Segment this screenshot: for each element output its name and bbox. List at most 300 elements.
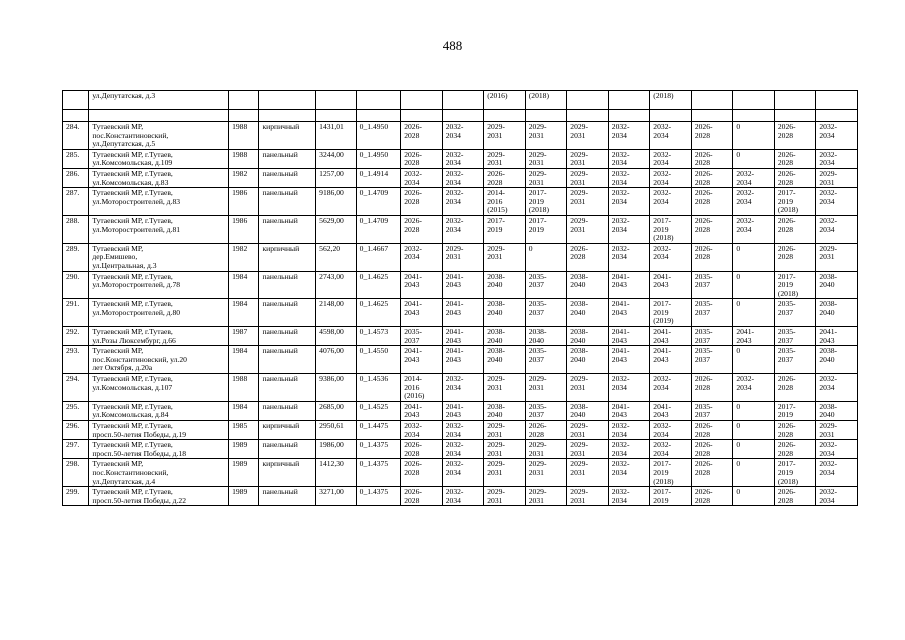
index-cell: 0_1.4625 — [356, 271, 401, 299]
work-period-cell: 2038- 2040 — [567, 327, 609, 346]
material-cell: панельный — [259, 149, 316, 168]
table-row — [63, 168, 858, 187]
address-cell: Тутаевский МР, г.Тутаев, ул.Комсомольская, д.83 — [89, 168, 229, 187]
work-period-cell: 2035- 2037 — [525, 271, 567, 299]
work-period-cell: 2017- 2019 (2018) — [774, 188, 816, 216]
work-period-cell: 2038- 2040 — [567, 271, 609, 299]
work-period-cell: 2029- 2031 — [567, 487, 609, 506]
table-row — [63, 421, 858, 440]
work-period-cell: 2017- 2019 (2019) — [650, 299, 692, 327]
work-period-cell: 2032- 2034 — [816, 487, 858, 506]
work-period-cell: 2029- 2031 — [567, 459, 609, 487]
year-cell — [229, 91, 259, 110]
work-period-cell: 2029- 2031 — [567, 215, 609, 243]
work-period-cell: 2029- 2031 — [525, 374, 567, 402]
work-period-cell: 0 — [733, 122, 775, 150]
work-period-cell: 2035- 2037 — [525, 299, 567, 327]
work-period-cell: 2026- 2028 — [691, 459, 733, 487]
table-row-spacer — [63, 110, 858, 122]
work-period-cell: 2029- 2031 — [442, 243, 484, 271]
work-period-cell: 2032- 2034 — [442, 149, 484, 168]
address-cell: Тутаевский МР, г.Тутаев, ул.Моторостроителей, д.78 — [89, 271, 229, 299]
work-period-cell: 2026- 2028 — [401, 188, 443, 216]
work-period-cell: 2026- 2028 — [401, 215, 443, 243]
work-period-cell: 2041- 2043 — [401, 401, 443, 420]
work-period-cell — [733, 91, 775, 110]
work-period-cell: 2017- 2019 (2018) — [650, 459, 692, 487]
work-period-cell: 2032- 2034 — [442, 215, 484, 243]
work-period-cell: 2038- 2040 — [816, 271, 858, 299]
work-period-cell: 2032- 2034 — [733, 215, 775, 243]
year-cell: 1986 — [229, 188, 259, 216]
work-period-cell: 2017- 2019 — [484, 215, 526, 243]
work-period-cell: 2014- 2016 (2015) — [484, 188, 526, 216]
work-period-cell: 0 — [733, 421, 775, 440]
row-number-cell: 295. — [63, 401, 89, 420]
material-cell: панельный — [259, 299, 316, 327]
row-number-cell: 299. — [63, 487, 89, 506]
area-cell: 4598,00 — [316, 327, 357, 346]
work-period-cell: 2041- 2043 — [401, 271, 443, 299]
work-period-cell: 2035- 2037 — [525, 401, 567, 420]
index-cell: 0_1.4375 — [356, 440, 401, 459]
work-period-cell: 2026- 2028 — [774, 149, 816, 168]
spacer-cell — [774, 110, 816, 122]
table-row — [63, 374, 858, 402]
work-period-cell: 2035- 2037 — [401, 327, 443, 346]
spacer-cell — [259, 110, 316, 122]
work-period-cell: 2017- 2019 — [525, 215, 567, 243]
area-cell: 1412,30 — [316, 459, 357, 487]
area-cell: 2685,00 — [316, 401, 357, 420]
work-period-cell: 2026- 2028 — [691, 243, 733, 271]
work-period-cell: 2041- 2043 — [733, 327, 775, 346]
work-period-cell: 2017- 2019 — [650, 487, 692, 506]
work-period-cell: 2029- 2031 — [567, 122, 609, 150]
work-period-cell: 2032- 2034 — [650, 243, 692, 271]
work-period-cell: 2032- 2034 — [608, 459, 650, 487]
work-period-cell: 2029- 2031 — [484, 459, 526, 487]
address-cell: Тутаевский МР, г.Тутаев, ул.Комсомольская, д.107 — [89, 374, 229, 402]
area-cell: 1986,00 — [316, 440, 357, 459]
work-period-cell: 2026- 2028 — [691, 122, 733, 150]
work-period-cell: 2026- 2028 — [691, 188, 733, 216]
work-period-cell: 2041- 2043 — [650, 401, 692, 420]
index-cell: 0_1.4950 — [356, 122, 401, 150]
work-period-cell: 0 — [733, 487, 775, 506]
table-row — [63, 487, 858, 506]
work-period-cell: 2029- 2031 — [484, 122, 526, 150]
index-cell — [356, 91, 401, 110]
area-cell: 1431,01 — [316, 122, 357, 150]
work-period-cell: 0 — [733, 459, 775, 487]
material-cell: кирпичный — [259, 421, 316, 440]
work-period-cell: 2032- 2034 — [650, 168, 692, 187]
work-period-cell: 2041- 2043 — [442, 327, 484, 346]
work-period-cell: 2032- 2034 — [442, 168, 484, 187]
work-period-cell: 2041- 2043 — [442, 271, 484, 299]
work-period-cell: 2029- 2031 — [567, 168, 609, 187]
work-period-cell — [691, 91, 733, 110]
work-period-cell — [608, 91, 650, 110]
work-period-cell: 2029- 2031 — [816, 421, 858, 440]
address-cell: Тутаевский МР, г.Тутаев, просп.50-летия Победы, д.22 — [89, 487, 229, 506]
work-period-cell: 2032- 2034 — [608, 440, 650, 459]
work-period-cell: 2029- 2031 — [484, 421, 526, 440]
address-cell: Тутаевский МР, пос.Константиновский, ул.20 лет Октября, д.20а — [89, 346, 229, 374]
year-cell: 1987 — [229, 327, 259, 346]
work-period-cell: 2041- 2043 — [816, 327, 858, 346]
table-row — [63, 299, 858, 327]
work-period-cell: 2029- 2031 — [525, 122, 567, 150]
spacer-cell — [89, 110, 229, 122]
area-cell — [316, 91, 357, 110]
area-cell: 562,20 — [316, 243, 357, 271]
work-period-cell: 2038- 2040 — [567, 299, 609, 327]
year-cell: 1985 — [229, 421, 259, 440]
area-cell: 2148,00 — [316, 299, 357, 327]
work-period-cell: 2029- 2031 — [525, 149, 567, 168]
work-period-cell: 2032- 2034 — [608, 149, 650, 168]
work-period-cell: 2038- 2040 — [816, 401, 858, 420]
material-cell: кирпичный — [259, 122, 316, 150]
work-period-cell: 2026- 2028 — [774, 487, 816, 506]
table-row — [63, 327, 858, 346]
material-cell: панельный — [259, 215, 316, 243]
work-period-cell: 2026- 2028 — [691, 487, 733, 506]
address-cell: Тутаевский МР, г.Тутаев, ул.Комсомольская, д.109 — [89, 149, 229, 168]
work-period-cell: 2029- 2031 — [567, 421, 609, 440]
year-cell: 1984 — [229, 401, 259, 420]
work-period-cell: 2041- 2043 — [650, 346, 692, 374]
index-cell: 0_1.4536 — [356, 374, 401, 402]
work-period-cell: 2032- 2034 — [608, 122, 650, 150]
table-row — [63, 149, 858, 168]
spacer-cell — [525, 110, 567, 122]
work-period-cell: 2032- 2034 — [608, 188, 650, 216]
work-period-cell: 2038- 2040 — [484, 327, 526, 346]
year-cell: 1982 — [229, 168, 259, 187]
work-period-cell: 2017- 2019 — [774, 401, 816, 420]
work-period-cell: 2035- 2037 — [691, 271, 733, 299]
material-cell: панельный — [259, 374, 316, 402]
material-cell: панельный — [259, 271, 316, 299]
work-period-cell: 2017- 2019 (2018) — [774, 271, 816, 299]
address-cell: Тутаевский МР, г.Тутаев, ул.Розы Люксембург, д.66 — [89, 327, 229, 346]
area-cell: 3271,00 — [316, 487, 357, 506]
index-cell: 0_1.4709 — [356, 215, 401, 243]
year-cell: 1984 — [229, 346, 259, 374]
table-row — [63, 346, 858, 374]
work-period-cell: 2029- 2031 — [484, 243, 526, 271]
work-period-cell: 2035- 2037 — [691, 327, 733, 346]
work-period-cell: 2032- 2034 — [608, 215, 650, 243]
address-cell: Тутаевский МР, г.Тутаев, просп.50-летия Победы, д.18 — [89, 440, 229, 459]
work-period-cell: 2026- 2028 — [774, 122, 816, 150]
spacer-cell — [401, 110, 443, 122]
work-period-cell: 2032- 2034 — [608, 168, 650, 187]
work-period-cell: 2038- 2040 — [816, 299, 858, 327]
work-period-cell: 2032- 2034 — [442, 374, 484, 402]
spacer-cell — [63, 110, 89, 122]
work-period-cell: 2026- 2028 — [401, 122, 443, 150]
index-cell: 0_1.4375 — [356, 459, 401, 487]
index-cell: 0_1.4573 — [356, 327, 401, 346]
work-period-cell: 2041- 2043 — [401, 299, 443, 327]
work-period-cell: 2032- 2034 — [650, 374, 692, 402]
work-period-cell: 2032- 2034 — [650, 440, 692, 459]
table-row — [63, 188, 858, 216]
work-period-cell: 2029- 2031 — [567, 440, 609, 459]
work-period-cell: 2029- 2031 — [525, 459, 567, 487]
work-period-cell: 0 — [733, 299, 775, 327]
work-period-cell: 2032- 2034 — [401, 243, 443, 271]
work-period-cell: 2026- 2028 — [401, 149, 443, 168]
table-row — [63, 401, 858, 420]
work-period-cell: 2041- 2043 — [442, 401, 484, 420]
year-cell: 1988 — [229, 149, 259, 168]
row-number-cell: 293. — [63, 346, 89, 374]
work-period-cell: 2026- 2028 — [691, 421, 733, 440]
work-period-cell: 2041- 2043 — [608, 327, 650, 346]
work-period-cell: 2032- 2034 — [733, 168, 775, 187]
index-cell: 0_1.4475 — [356, 421, 401, 440]
work-period-cell — [401, 91, 443, 110]
area-cell: 9386,00 — [316, 374, 357, 402]
work-period-cell: 2035- 2037 — [691, 346, 733, 374]
address-cell: Тутаевский МР, г.Тутаев, ул.Комсомольская, д.84 — [89, 401, 229, 420]
work-period-cell: 2032- 2034 — [650, 122, 692, 150]
year-cell: 1988 — [229, 374, 259, 402]
work-period-cell: 2041- 2043 — [608, 401, 650, 420]
work-period-cell: 0 — [733, 149, 775, 168]
area-cell: 2950,61 — [316, 421, 357, 440]
work-period-cell: 2041- 2043 — [442, 346, 484, 374]
row-number-cell: 292. — [63, 327, 89, 346]
work-period-cell: 2038- 2040 — [567, 346, 609, 374]
work-period-cell: 2026- 2028 — [525, 421, 567, 440]
row-number-cell: 296. — [63, 421, 89, 440]
work-period-cell: 2032- 2034 — [816, 374, 858, 402]
work-period-cell: 2041- 2043 — [401, 346, 443, 374]
material-cell: панельный — [259, 188, 316, 216]
work-period-cell: 2041- 2043 — [442, 299, 484, 327]
row-number-cell: 297. — [63, 440, 89, 459]
work-period-cell: 2029- 2031 — [484, 487, 526, 506]
table-row — [63, 122, 858, 150]
year-cell: 1989 — [229, 487, 259, 506]
work-period-cell: 2032- 2034 — [816, 459, 858, 487]
work-period-cell: 2032- 2034 — [650, 149, 692, 168]
spacer-cell — [650, 110, 692, 122]
address-cell: Тутаевский МР, дер.Емишево, ул.Центральная, д.3 — [89, 243, 229, 271]
area-cell: 3244,00 — [316, 149, 357, 168]
index-cell: 0_1.4525 — [356, 401, 401, 420]
work-period-cell: 2032- 2034 — [733, 188, 775, 216]
work-period-cell: 2026- 2028 — [401, 459, 443, 487]
work-period-cell: 2029- 2031 — [567, 188, 609, 216]
area-cell: 9186,00 — [316, 188, 357, 216]
work-period-cell: 0 — [733, 271, 775, 299]
work-period-cell: 2029- 2031 — [525, 487, 567, 506]
row-number-cell: 294. — [63, 374, 89, 402]
work-period-cell: 2026- 2028 — [691, 215, 733, 243]
index-cell: 0_1.4709 — [356, 188, 401, 216]
work-period-cell: 2026- 2028 — [774, 243, 816, 271]
year-cell: 1984 — [229, 271, 259, 299]
spacer-cell — [691, 110, 733, 122]
work-period-cell: 0 — [733, 440, 775, 459]
address-cell: Тутаевский МР, г.Тутаев, ул.Моторостроителей, д.83 — [89, 188, 229, 216]
work-period-cell: 2038- 2040 — [567, 401, 609, 420]
row-number-cell: 286. — [63, 168, 89, 187]
work-period-cell — [567, 91, 609, 110]
work-period-cell: 2035- 2037 — [691, 299, 733, 327]
work-period-cell: 2038- 2040 — [484, 401, 526, 420]
work-period-cell: 2038- 2040 — [484, 271, 526, 299]
material-cell: панельный — [259, 487, 316, 506]
work-period-cell: 2029- 2031 — [484, 440, 526, 459]
row-number-cell: 285. — [63, 149, 89, 168]
work-period-cell: 2032- 2034 — [650, 188, 692, 216]
table-row — [63, 459, 858, 487]
work-period-cell: 2035- 2037 — [774, 299, 816, 327]
work-period-cell: 2026- 2028 — [484, 168, 526, 187]
material-cell: панельный — [259, 346, 316, 374]
work-period-cell: 2017- 2019 (2018) — [525, 188, 567, 216]
work-period-cell: (2018) — [525, 91, 567, 110]
work-period-cell: 2026- 2028 — [774, 421, 816, 440]
work-period-cell: 2032- 2034 — [442, 440, 484, 459]
row-number-cell: 289. — [63, 243, 89, 271]
index-cell: 0_1.4550 — [356, 346, 401, 374]
table-row — [63, 215, 858, 243]
row-number-cell: 298. — [63, 459, 89, 487]
area-cell: 1257,00 — [316, 168, 357, 187]
row-number-cell: 287. — [63, 188, 89, 216]
row-number-cell: 291. — [63, 299, 89, 327]
work-period-cell: 2032- 2034 — [442, 188, 484, 216]
address-cell: Тутаевский МР, пос.Константиновский, ул.Депутатская, д.4 — [89, 459, 229, 487]
row-number-cell — [63, 91, 89, 110]
year-cell: 1989 — [229, 440, 259, 459]
row-number-cell: 284. — [63, 122, 89, 150]
work-period-cell: 2014- 2016 (2016) — [401, 374, 443, 402]
work-period-cell: 2038- 2040 — [525, 327, 567, 346]
work-period-cell: 2032- 2034 — [816, 215, 858, 243]
work-period-cell: 2032- 2034 — [816, 122, 858, 150]
work-period-cell: 2029- 2031 — [525, 168, 567, 187]
work-period-cell: 2032- 2034 — [442, 487, 484, 506]
spacer-cell — [316, 110, 357, 122]
table-row-continuation — [63, 91, 858, 110]
spacer-cell — [567, 110, 609, 122]
spacer-cell — [229, 110, 259, 122]
work-period-cell: 2032- 2034 — [401, 168, 443, 187]
year-cell: 1984 — [229, 299, 259, 327]
work-period-cell: 2032- 2034 — [442, 421, 484, 440]
work-period-cell — [816, 91, 858, 110]
work-period-cell: 2029- 2031 — [816, 243, 858, 271]
work-period-cell: 2026- 2028 — [774, 168, 816, 187]
row-number-cell: 288. — [63, 215, 89, 243]
work-period-cell: 2032- 2034 — [733, 374, 775, 402]
work-period-cell: 2026- 2028 — [691, 168, 733, 187]
table-row — [63, 243, 858, 271]
work-period-cell — [774, 91, 816, 110]
work-period-cell: 2041- 2043 — [608, 271, 650, 299]
work-period-cell: 2026- 2028 — [691, 440, 733, 459]
work-period-cell: 2032- 2034 — [608, 487, 650, 506]
index-cell: 0_1.4914 — [356, 168, 401, 187]
work-period-cell: 0 — [733, 243, 775, 271]
work-period-cell: 2026- 2028 — [774, 374, 816, 402]
work-period-cell: 0 — [733, 401, 775, 420]
page-number: 488 — [442, 38, 463, 53]
address-cell: ул.Депутатская, д.3 — [89, 91, 229, 110]
address-cell: Тутаевский МР, пос.Константиновский, ул.Депутатская, д.5 — [89, 122, 229, 150]
area-cell: 2743,00 — [316, 271, 357, 299]
work-period-cell: 2017- 2019 (2018) — [774, 459, 816, 487]
work-period-cell: 2032- 2034 — [442, 122, 484, 150]
work-period-cell: 2041- 2043 — [608, 299, 650, 327]
work-period-cell: (2018) — [650, 91, 692, 110]
material-cell: кирпичный — [259, 243, 316, 271]
work-period-cell: 2029- 2031 — [525, 440, 567, 459]
work-period-cell: 2029- 2031 — [484, 149, 526, 168]
address-cell: Тутаевский МР, г.Тутаев, просп.50-летия Победы, д.19 — [89, 421, 229, 440]
year-cell: 1989 — [229, 459, 259, 487]
work-period-cell: 2032- 2034 — [608, 421, 650, 440]
work-period-cell: 2026- 2028 — [774, 215, 816, 243]
work-period-cell — [442, 91, 484, 110]
work-period-cell: 2029- 2031 — [567, 149, 609, 168]
area-cell: 5629,00 — [316, 215, 357, 243]
work-period-cell: 2032- 2034 — [816, 188, 858, 216]
work-period-cell: 2029- 2031 — [816, 168, 858, 187]
year-cell: 1982 — [229, 243, 259, 271]
index-cell: 0_1.4375 — [356, 487, 401, 506]
work-period-cell: 2035- 2037 — [525, 346, 567, 374]
work-period-cell: 2026- 2028 — [774, 440, 816, 459]
work-period-cell: 2041- 2043 — [608, 346, 650, 374]
material-cell: кирпичный — [259, 459, 316, 487]
material-cell: панельный — [259, 327, 316, 346]
work-period-cell: (2016) — [484, 91, 526, 110]
table-row — [63, 271, 858, 299]
registry-table — [62, 90, 858, 506]
work-period-cell: 2038- 2040 — [484, 299, 526, 327]
row-number-cell: 290. — [63, 271, 89, 299]
spacer-cell — [608, 110, 650, 122]
work-period-cell: 2032- 2034 — [816, 149, 858, 168]
work-period-cell: 2032- 2034 — [608, 243, 650, 271]
area-cell: 4076,00 — [316, 346, 357, 374]
work-period-cell: 2035- 2037 — [774, 327, 816, 346]
material-cell: панельный — [259, 168, 316, 187]
spacer-cell — [442, 110, 484, 122]
spacer-cell — [816, 110, 858, 122]
spacer-cell — [733, 110, 775, 122]
work-period-cell: 2038- 2040 — [484, 346, 526, 374]
work-period-cell: 2035- 2037 — [691, 401, 733, 420]
work-period-cell: 0 — [525, 243, 567, 271]
material-cell: панельный — [259, 440, 316, 459]
spacer-cell — [356, 110, 401, 122]
work-period-cell: 2026- 2028 — [401, 440, 443, 459]
work-period-cell: 2041- 2043 — [650, 271, 692, 299]
year-cell: 1986 — [229, 215, 259, 243]
